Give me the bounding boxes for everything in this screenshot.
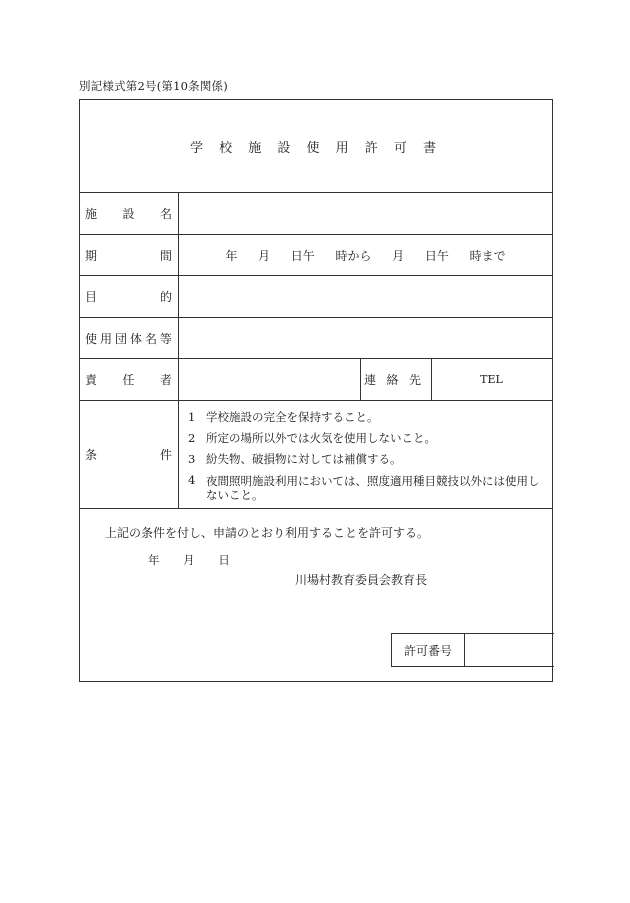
facility-row — [80, 192, 552, 234]
document-title: 学 校 施 設 使 用 許 可 書 — [189, 140, 443, 156]
period-month: 月 — [258, 248, 271, 263]
purpose-row — [80, 275, 552, 317]
responsible-row — [80, 358, 552, 400]
period-day-start: 日午 — [290, 248, 315, 263]
issuer-name: 川場村教育委員会教育長 — [295, 573, 428, 587]
permit-statement: 上記の条件を付し、申請のとおり利用することを許可する。 — [105, 526, 430, 540]
date-month: 月 — [183, 553, 195, 567]
date-year: 年 — [148, 553, 160, 567]
facility-field[interactable] — [179, 193, 552, 234]
group-row — [80, 317, 552, 358]
tel-field[interactable]: TEL — [480, 373, 503, 386]
permit-date — [148, 552, 250, 568]
conditions-list — [188, 407, 546, 502]
responsible-label: 責 任 者 — [80, 359, 179, 400]
period-field[interactable] — [179, 235, 552, 275]
group-label: 使 用 団 体 名 等 — [80, 318, 179, 358]
purpose-field[interactable] — [179, 276, 552, 317]
period-year: 年 — [225, 248, 238, 263]
conditions-label: 条 件 — [80, 401, 179, 508]
conditions-row — [80, 400, 552, 509]
permit-sheet — [79, 99, 553, 682]
purpose-label: 目 的 — [80, 276, 179, 317]
permit-number-label: 許可番号 — [392, 634, 465, 666]
facility-label: 施 設 名 — [80, 193, 179, 234]
condition-item: 4 夜間照明施設利用においては、照度適用種目競技以外には使用しないこと。 — [188, 473, 540, 502]
group-field[interactable] — [179, 318, 552, 358]
period-time-until: 時まで — [469, 248, 506, 263]
condition-item: 2 所定の場所以外では火気を使用しないこと。 — [188, 431, 436, 445]
period-time-from: 時から — [335, 248, 372, 263]
contact-label: 連 絡 先 — [364, 373, 421, 387]
condition-item: 3 紛失物、破損物に対しては補償する。 — [188, 452, 402, 466]
period-row — [80, 234, 552, 275]
period-month-end: 月 — [392, 248, 405, 263]
period-day-end: 日午 — [424, 248, 449, 263]
date-day: 日 — [218, 553, 230, 567]
condition-item: 1 学校施設の完全を保持すること。 — [188, 410, 379, 424]
period-label: 期 間 — [80, 235, 179, 275]
permit-number-box — [391, 633, 554, 667]
form-reference: 別記様式第2号(第10条関係) — [79, 79, 228, 93]
responsible-field[interactable] — [179, 359, 358, 400]
permit-number-field[interactable] — [464, 634, 554, 666]
